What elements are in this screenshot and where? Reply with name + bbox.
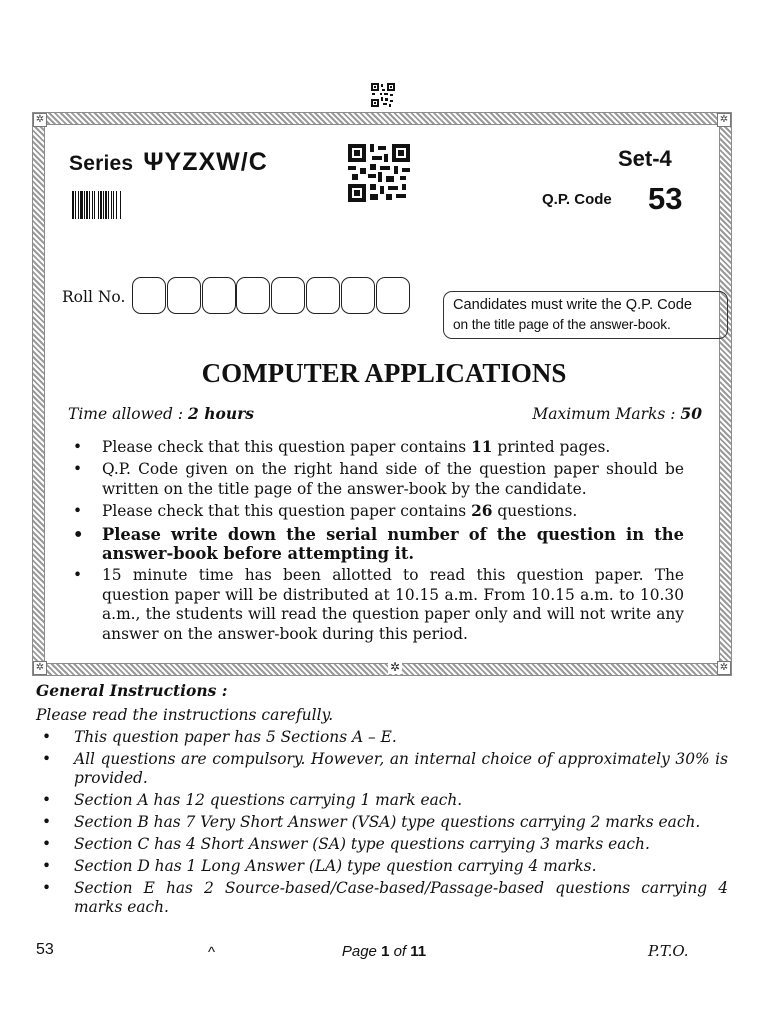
bullet-icon: • xyxy=(73,438,83,456)
cover-instruction: • Please check that this question paper contains 11 printed pages. xyxy=(73,438,611,456)
top-qr-code-icon xyxy=(371,83,395,107)
bullet-icon: • xyxy=(73,566,83,585)
footer-pto: P.T.O. xyxy=(648,942,689,960)
notice-line-1: Candidates must write the Q.P. Code xyxy=(453,297,693,313)
cover-instruction: • 15 minute time has been allotted to read this question paper. The question paper will be distributed at 10.15 a.m. From 10.15 a.m. to 10.30 a.m., the students will read the question paper only and will not write any answer on the answer-book during this period. xyxy=(73,566,684,643)
barcode-icon xyxy=(72,191,136,219)
general-instructions-heading: General Instructions : xyxy=(36,681,228,700)
general-instruction: • Section E has 2 Source-based/Case-based/Passage-based questions carrying 4 marks each. xyxy=(42,879,728,916)
cover-instruction: • Q.P. Code given on the right hand side of the question paper should be written on the title page of the answer-book by the candidate. xyxy=(73,460,684,498)
roll-number-boxes xyxy=(132,277,410,314)
qr-code-icon xyxy=(348,144,410,202)
bullet-icon: • xyxy=(73,502,83,521)
time-allowed-value: 2 hours xyxy=(188,404,254,423)
maximum-marks xyxy=(532,404,702,423)
qp-code-notice xyxy=(443,291,728,339)
corner-ornament-icon: ✲ xyxy=(33,661,47,675)
bullet-icon: • xyxy=(42,812,52,831)
qp-code-label: Q.P. Code xyxy=(542,191,612,208)
footer-page-number: Page 1 of 11 xyxy=(341,943,427,960)
qp-code-value: 53 xyxy=(648,181,683,216)
corner-ornament-icon: ✲ xyxy=(717,661,731,675)
bullet-icon: • xyxy=(42,834,52,853)
maximum-marks-value: 50 xyxy=(680,404,702,423)
cover-instruction: • Please write down the serial number of the question in the answer-book before attempting it. xyxy=(73,524,684,564)
bullet-icon: • xyxy=(42,856,52,875)
series-code: ΨYZXW/C xyxy=(143,148,268,176)
bullet-icon: • xyxy=(42,750,52,769)
series-label: Series xyxy=(69,152,134,175)
cover-instructions xyxy=(70,438,684,647)
roll-number-box[interactable] xyxy=(202,277,236,314)
roll-number-label: Roll No. xyxy=(62,288,126,306)
general-instruction: • Section C has 4 Short Answer (SA) type questions carrying 3 marks each. xyxy=(42,834,650,853)
bullet-icon: • xyxy=(42,728,52,746)
roll-number-box[interactable] xyxy=(167,277,201,314)
star-ornament-icon: ✲ xyxy=(389,660,401,674)
general-instructions-intro: Please read the instructions carefully. xyxy=(36,706,334,724)
general-instruction: • Section B has 7 Very Short Answer (VSA) type questions carrying 2 marks each. xyxy=(42,812,701,831)
roll-number-box[interactable] xyxy=(306,277,340,314)
general-instruction: • All questions are compulsory. However, an internal choice of approximately 30% is provided. xyxy=(42,750,728,787)
general-instruction: • This question paper has 5 Sections A – E. xyxy=(42,728,397,746)
roll-number-box[interactable] xyxy=(341,277,375,314)
corner-ornament-icon: ✲ xyxy=(33,113,47,127)
series-line xyxy=(69,148,268,177)
roll-number-box[interactable] xyxy=(376,277,410,314)
cover-instruction: • Please check that this question paper contains 26 questions. xyxy=(73,502,578,521)
general-instruction: • Section A has 12 questions carrying 1 mark each. xyxy=(42,790,463,809)
roll-number-box[interactable] xyxy=(271,277,305,314)
roll-number-box[interactable] xyxy=(236,277,270,314)
bullet-icon: • xyxy=(42,790,52,809)
bullet-icon: • xyxy=(42,879,52,898)
time-allowed-label: Time allowed : xyxy=(68,405,184,423)
roll-number-box[interactable] xyxy=(132,277,166,314)
set-number: Set-4 xyxy=(618,146,672,171)
corner-ornament-icon: ✲ xyxy=(717,113,731,127)
page-current: 1 xyxy=(381,943,390,960)
footer-caret: ^ xyxy=(208,944,216,961)
footer-paper-code: 53 xyxy=(36,941,54,958)
time-allowed xyxy=(68,404,254,423)
page-total: 11 xyxy=(410,943,427,960)
bullet-icon: • xyxy=(73,524,84,544)
general-instruction: • Section D has 1 Long Answer (LA) type question carrying 4 marks. xyxy=(42,856,597,875)
maximum-marks-label: Maximum Marks : xyxy=(532,405,676,423)
notice-line-2: on the title page of the answer-book. xyxy=(453,317,671,332)
bullet-icon: • xyxy=(73,460,83,479)
general-instructions-list xyxy=(36,728,728,920)
subject-title: COMPUTER APPLICATIONS xyxy=(201,358,567,388)
